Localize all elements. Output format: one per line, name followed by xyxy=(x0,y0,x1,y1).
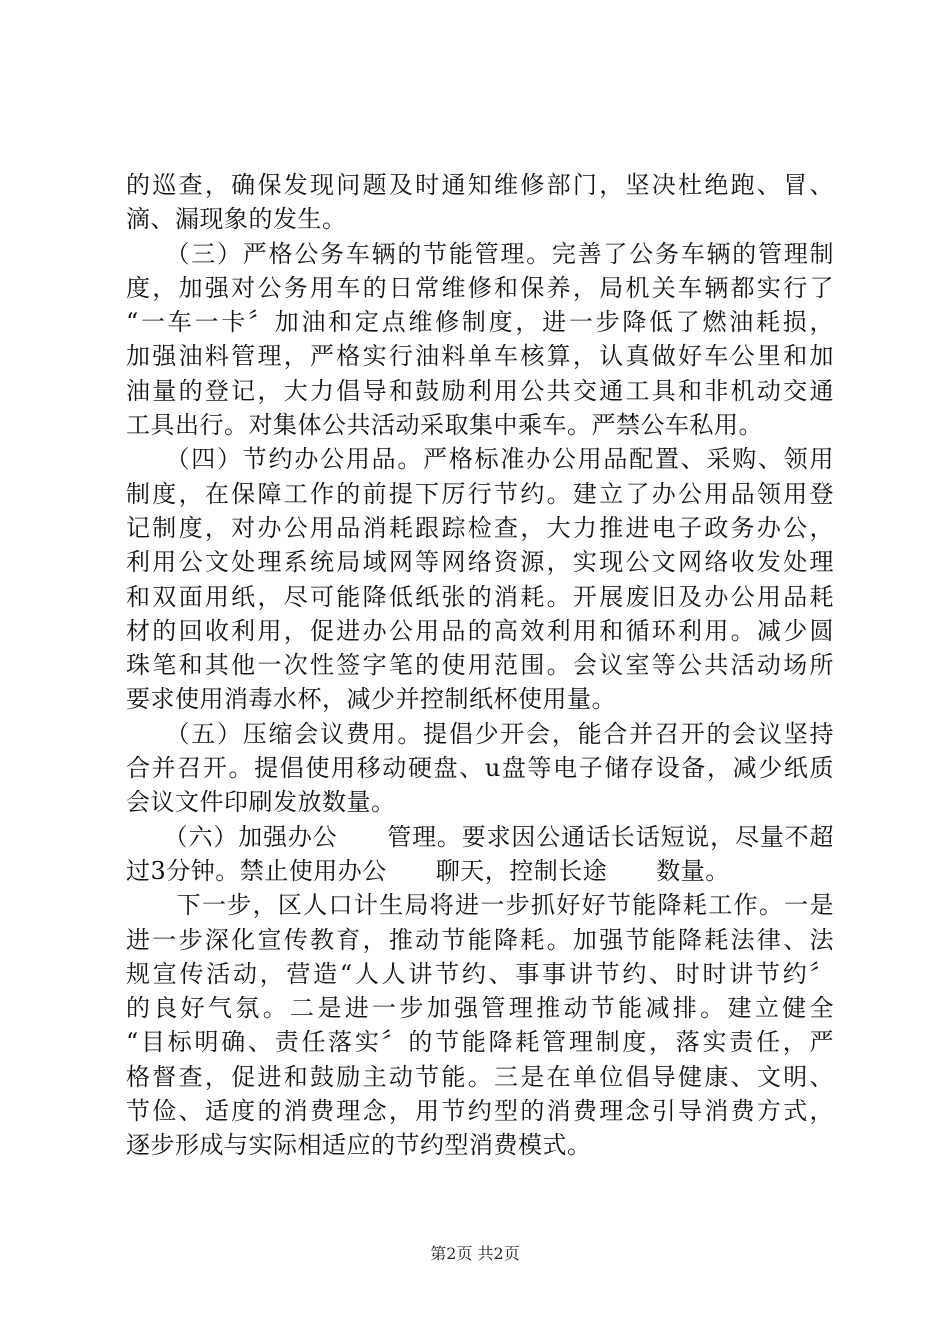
text-line: 下一步，区人口计生局将进一步抓好好节能降耗工作。一是 xyxy=(126,891,834,920)
text-line: （五）压缩会议费用。提倡少开会，能合并召开的会议坚持 xyxy=(126,719,834,748)
text-line: 制度，在保障工作的前提下厉行节约。建立了办公用品领用登 xyxy=(126,479,834,508)
text-line: 和双面用纸，尽可能降低纸张的消耗。开展废旧及办公用品耗 xyxy=(126,582,834,611)
text-line: 工具出行。对集体公共活动采取集中乘车。严禁公车私用。 xyxy=(126,411,763,440)
page-footer: 第2页 共2页 xyxy=(430,1244,520,1263)
text-line: 的巡查，确保发现问题及时通知维修部门，坚决杜绝跑、冒、 xyxy=(126,171,834,199)
text-line: 度，加强对公务用车的日常维修和保养，局机关车辆都实行了 xyxy=(126,273,834,302)
text-line: 格督查，促进和鼓励主动节能。三是在单位倡导健康、文明、 xyxy=(126,1062,834,1091)
text-line: 要求使用消毒水杯，减少并控制纸杯使用量。 xyxy=(126,685,616,714)
text-line: 珠笔和其他一次性签字笔的使用范围。会议室等公共活动场所 xyxy=(126,651,834,680)
text-line: 利用公文处理系统局域网等网络资源，实现公文网络收发处理 xyxy=(126,548,834,577)
text-line: “目标明确、责任落实〞的节能降耗管理制度，落实责任，严 xyxy=(126,1028,834,1057)
text-line: （六）加强办公 管理。要求因公通话长话短说，尽量不超 xyxy=(126,822,834,851)
text-line: 节俭、适度的消费理念，用节约型的消费理念引导消费方式， xyxy=(126,1097,834,1126)
text-line: 记制度，对办公用品消耗跟踪检查，大力推进电子政务办公， xyxy=(126,513,834,542)
text-line: 过3分钟。禁止使用办公 聊天，控制长途 数量。 xyxy=(126,856,730,885)
text-line: 规宣传活动，营造“人人讲节约、事事讲节约、时时讲节约〞 xyxy=(126,959,834,988)
text-line: （三）严格公务车辆的节能管理。完善了公务车辆的管理制 xyxy=(126,239,834,268)
text-line: 会议文件印刷发放数量。 xyxy=(126,788,396,817)
text-line: 加强油料管理，严格实行油料单车核算，认真做好车公里和加 xyxy=(126,342,834,371)
text-line: 材的回收利用，促进办公用品的高效利用和循环利用。减少圆 xyxy=(126,616,834,645)
text-line: “一车一卡〞加油和定点维修制度，进一步降低了燃油耗损， xyxy=(126,308,834,337)
text-line: 合并召开。提倡使用移动硬盘、u盘等电子储存设备，减少纸质 xyxy=(126,754,834,783)
document-body xyxy=(126,168,834,1163)
text-line: 进一步深化宣传教育，推动节能降耗。加强节能降耗法律、法 xyxy=(126,925,834,954)
text-line: 的良好气氛。二是进一步加强管理推动节能减排。建立健全 xyxy=(126,994,834,1023)
text-line: （四）节约办公用品。严格标准办公用品配置、采购、领用 xyxy=(126,445,834,474)
text-line: 滴、漏现象的发生。 xyxy=(126,205,347,234)
text-line: 逐步形成与实际相适应的节约型消费模式。 xyxy=(126,1131,592,1160)
text-line: 油量的登记，大力倡导和鼓励利用公共交通工具和非机动交通 xyxy=(126,376,834,405)
